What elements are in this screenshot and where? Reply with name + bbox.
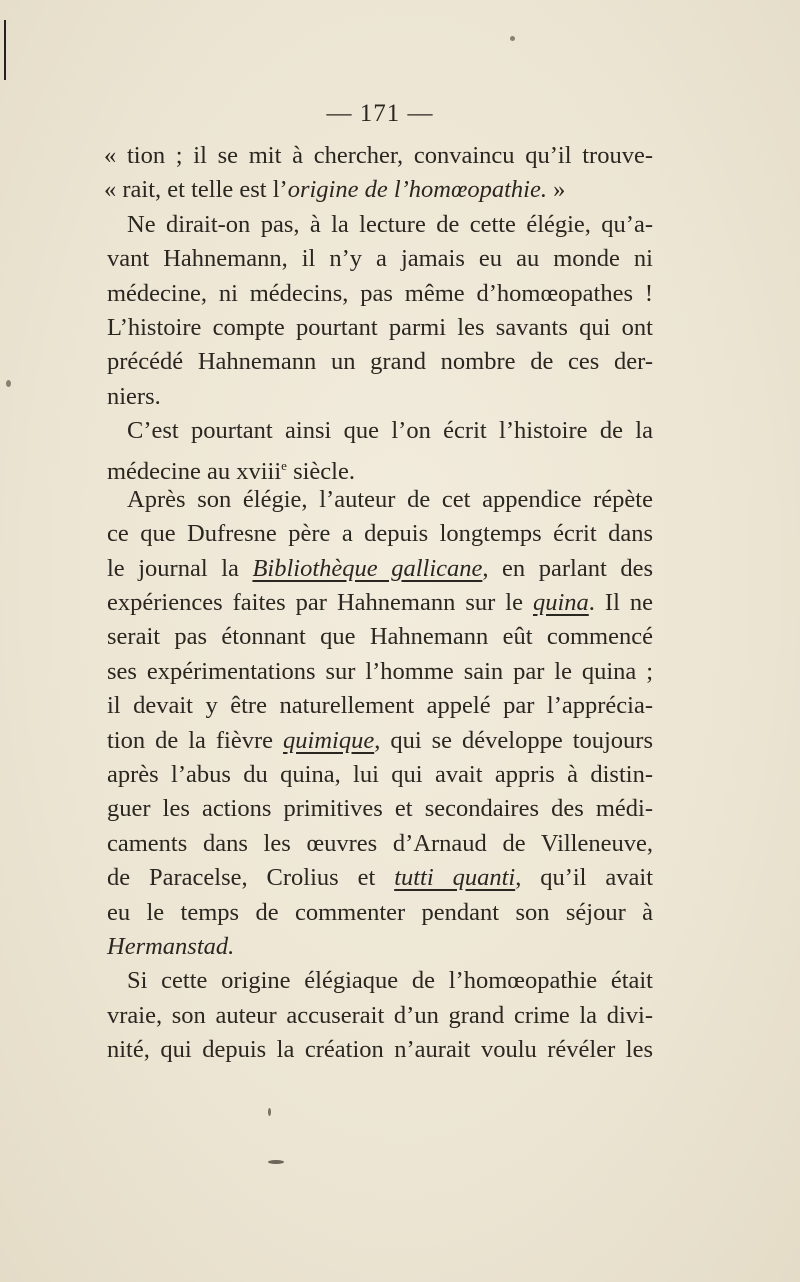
text-line (107, 449, 653, 483)
text-line: ce que Dufresne père a depuis longtemps écrit dans (107, 520, 653, 548)
binding-edge-mark (4, 20, 6, 80)
text-line: ses expérimentations sur l’homme sain par le quina ; (107, 657, 653, 685)
text-line: nité, qui depuis la création n’aurait voulu révéler les (107, 1036, 653, 1064)
text-fragment: de Paracelse, Crolius et (107, 864, 395, 892)
superscript: e (281, 457, 287, 473)
text-fragment: , en parlant des (482, 554, 653, 582)
ink-speck (268, 1108, 271, 1116)
text-line: après l’abus du quina, lui qui avait appris à distin- (107, 761, 653, 789)
text-line: « tion ; il se mit à chercher, convaincu qu’il trouve- (104, 142, 653, 169)
text-line (107, 724, 653, 758)
text-line: C’est pourtant ainsi que l’on écrit l’histoire de la (127, 417, 653, 445)
text-fragment: siècle. (286, 457, 355, 485)
body-text (104, 139, 654, 1068)
text-fragment: » (546, 176, 566, 204)
text-line (104, 173, 653, 207)
text-line: caments dans les œuvres d’Arnaud de Villeneuve, (107, 829, 653, 857)
text-line: Hermanstad. (107, 932, 235, 960)
text-fragment: , qu’il avait (515, 864, 654, 892)
text-line (107, 552, 653, 586)
text-fragment: . Il ne (588, 589, 653, 617)
text-line: précédé Hahnemann un grand nombre de ces der- (107, 348, 653, 376)
text-line: Après son élégie, l’auteur de cet appendice répète (127, 485, 653, 513)
text-line: vraie, son auteur accuserait d’un grand crime la divi- (107, 1001, 653, 1029)
text-fragment: le journal la (107, 554, 253, 582)
text-line (107, 586, 653, 620)
text-fragment: , qui se développe toujours (374, 726, 653, 754)
text-fragment: « rait, et telle est l’ (104, 176, 288, 204)
text-line: il devait y être naturellement appelé par l’apprécia- (107, 692, 653, 720)
text-line: eu le temps de commenter pendant son séjour à (107, 898, 653, 926)
text-line: Ne dirait-on pas, à la lecture de cette élégie, qu’a- (127, 210, 653, 238)
italic-term: quina (532, 589, 589, 617)
page-number: — 171 — (326, 100, 434, 127)
italic-term: tutti quanti (394, 864, 516, 892)
text-line: guer les actions primitives et secondaires des médi- (107, 795, 653, 823)
italic-term: quimique (283, 726, 375, 754)
text-line: L’histoire compte pourtant parmi les savants qui ont (107, 313, 653, 341)
text-fragment: expériences faites par Hahnemann sur le (107, 589, 533, 617)
text-line (107, 861, 653, 895)
ink-speck (510, 36, 515, 41)
text-line: vant Hahnemann, il n’y a jamais eu au monde ni (107, 245, 653, 273)
text-line: médecine, ni médecins, pas même d’homœopathes ! (107, 279, 653, 307)
text-line: Si cette origine élégiaque de l’homœopathie était (127, 967, 653, 995)
italic-title: origine de l’homœopathie. (287, 176, 547, 204)
italic-title: Bibliothèque gallicane (252, 554, 483, 582)
text-fragment: tion de la fièvre (107, 726, 284, 754)
text-fragment: médecine au xviii (107, 457, 282, 485)
text-line: niers. (107, 382, 161, 410)
ink-speck (268, 1160, 284, 1164)
text-line: serait pas étonnant que Hahnemann eût commencé (107, 623, 653, 651)
ink-speck (6, 380, 11, 387)
